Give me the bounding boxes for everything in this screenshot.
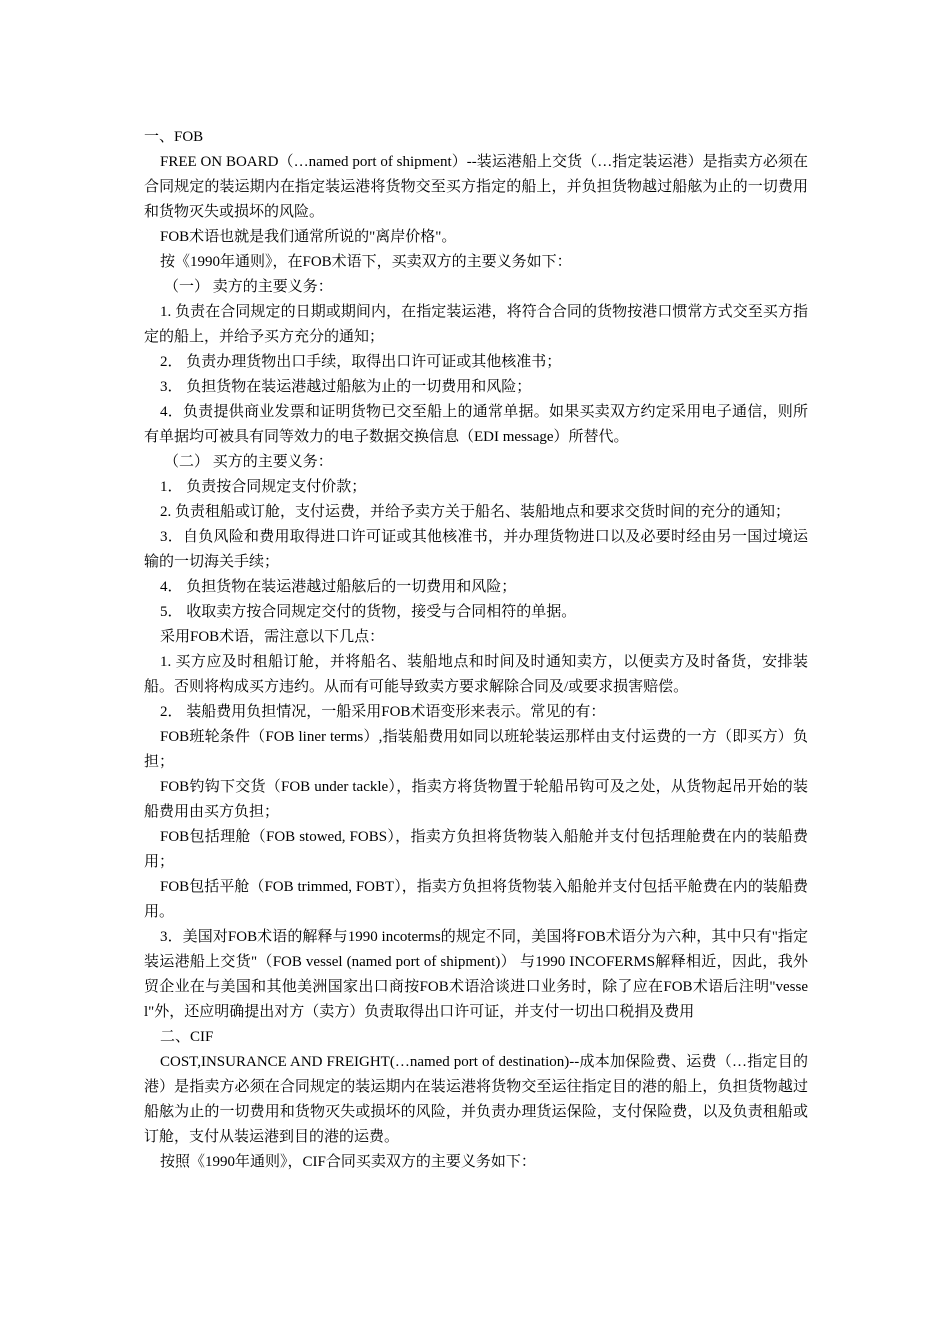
document-body: [144, 125, 808, 1175]
list-item-seller-1: 1. 负责在合同规定的日期或期间内，在指定装运港，将符合合同的货物按港口惯常方式交至买方指定的船上，并给予买方充分的通知；: [144, 304, 808, 345]
list-item-buyer-3: 3．自负风险和费用取得进口许可证或其他核准书，并办理货物进口以及必要时经由另一国过境运输的一切海关手续；: [144, 529, 808, 570]
list-item-seller-2: 2． 负责办理货物出口手续，取得出口许可证或其他核准书；: [160, 354, 562, 370]
list-item-buyer-1: 1． 负责按合同规定支付价款；: [160, 479, 367, 495]
section-heading-cif: 二、CIF: [160, 1029, 214, 1045]
paragraph-fob-alias: FOB术语也就是我们通常所说的"离岸价格"。: [160, 229, 457, 245]
list-item-buyer-5: 5． 收取卖方按合同规定交付的货物，接受与合同相符的单据。: [160, 604, 577, 620]
subheading-buyer-obligations: （二） 买方的主要义务：: [164, 454, 333, 470]
list-item-buyer-2: 2. 负责租船或订舱，支付运费，并给予卖方关于船名、装船地点和要求交货时间的充分的通知；: [160, 504, 791, 520]
list-item-seller-3: 3． 负担货物在装运港越过船舷为止的一切费用和风险；: [160, 379, 532, 395]
list-item-buyer-4: 4． 负担货物在装运港越过船舷后的一切费用和风险；: [160, 579, 517, 595]
paragraph-cif-obligations-intro: 按照《1990年通则》，CIF合同买卖双方的主要义务如下：: [160, 1154, 536, 1170]
list-item-note-3: 3．美国对FOB术语的解释与1990 incoterms的规定不同，美国将FOB术语分为六种，其中只有"指定装运港船上交货"（FOB vessel (named port of shipment)） 与1990 INCOFERMS解释相近，因此，我外贸企业在与美国和其他美洲国家出口商按FOB术语洽谈进口业务时，除了应在FOB术语后注明"vessel"外，还应明确提出对方（卖方）负责取得出口许可证，并支付一切出口税捐及费用: [144, 929, 808, 1020]
paragraph-fob-trimmed: FOB包括平舱（FOB trimmed, FOBT），指卖方负担将货物装入船舱并支付包括平舱费在内的装船费用。: [144, 879, 808, 920]
paragraph-fob-liner-terms: FOB班轮条件（FOB liner terms）,指装船费用如同以班轮装运那样由支付运费的一方（即买方）负担；: [144, 729, 808, 770]
list-item-note-2: 2． 装船费用负担情况，一船采用FOB术语变形来表示。常见的有：: [160, 704, 606, 720]
paragraph-fob-stowed: FOB包括理舱（FOB stowed, FOBS），指卖方负担将货物装入船舱并支付包括理舱费在内的装船费用；: [144, 829, 808, 870]
section-heading-fob: 一、FOB: [144, 129, 204, 145]
paragraph-fob-definition: FREE ON BOARD（…named port of shipment）--装运港船上交货（…指定装运港）是指卖方必须在合同规定的装运期内在指定装运港将货物交至买方指定的船上，并负担货物越过船舷为止的一切费用和货物灭失或损坏的风险。: [144, 154, 808, 220]
paragraph-cif-definition: COST,INSURANCE AND FREIGHT(…named port of destination)--成本加保险费、运费（…指定目的港）是指卖方必须在合同规定的装运期内在装运港将货物交至运往指定目的港的船上，负担货物越过船舷为止的一切费用和货物灭失或损坏的风险，并负责办理货运保险，支付保险费，以及负责租船或订舱，支付从装运港到目的港的运费。: [144, 1054, 808, 1145]
subheading-seller-obligations: （一） 卖方的主要义务：: [164, 279, 333, 295]
paragraph-fob-under-tackle: FOB钓钩下交货（FOB under tackle），指卖方将货物置于轮船吊钩可及之处，从货物起吊开始的装船费用由买方负担；: [144, 779, 808, 820]
list-item-note-1: 1. 买方应及时租船订舱，并将船名、装船地点和时间及时通知卖方，以便卖方及时备货，安排装船。否则将构成买方违约。从而有可能导致卖方要求解除合同及/或要求损害赔偿。: [144, 654, 808, 695]
paragraph-notes-intro: 采用FOB术语，需注意以下几点：: [160, 629, 385, 645]
paragraph-obligations-intro: 按《1990年通则》，在FOB术语下，买卖双方的主要义务如下：: [160, 254, 572, 270]
list-item-seller-4: 4．负责提供商业发票和证明货物已交至船上的通常单据。如果买卖双方约定采用电子通信，则所有单据均可被具有同等效力的电子数据交换信息（EDI message）所替代。: [144, 404, 808, 445]
